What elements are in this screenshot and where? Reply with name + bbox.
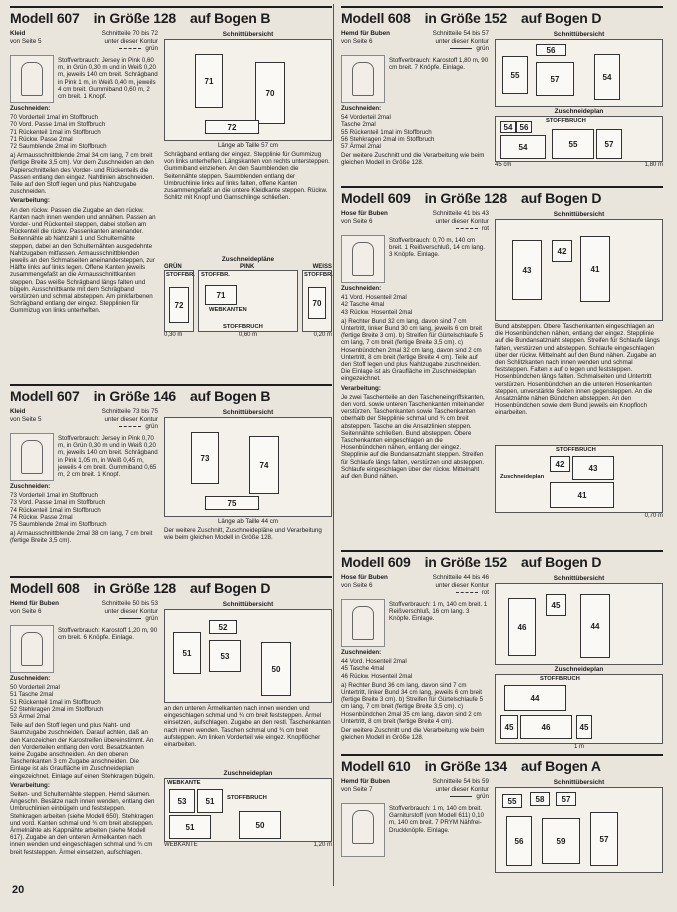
plan-height: 45 cm [495, 162, 512, 168]
pattern-piece: 70 [255, 62, 285, 124]
contour-note: unter dieser Kontur [104, 37, 158, 45]
fold-label: STOFFBR. [304, 272, 333, 278]
cutting-plan [495, 445, 663, 513]
pattern-piece: 45 [546, 594, 566, 616]
column-divider [333, 4, 334, 886]
trousers-illustration [341, 599, 385, 647]
fold-label: STOFFBRUCH [223, 324, 263, 330]
selvage-label: WEBKANTE [167, 780, 201, 786]
cutting-plan-white [302, 270, 332, 332]
pattern-piece: 50 [239, 811, 281, 839]
pattern-piece: 73 [191, 432, 219, 484]
list-item: 53 Ärmel 2mal [10, 713, 50, 721]
garment-type: Hose für Buben [341, 574, 388, 581]
garment-page-ref: von Seite 6 [341, 217, 373, 225]
contour-note: unter dieser Kontur [104, 415, 158, 423]
cutting-instructions: a) Armausschnittblende 2mal 38 cm lang, 7 cm breit (fertige Breite 3,5 cm). [10, 530, 153, 545]
assembly-instructions-continued: Bund absteppen. Obere Taschenkanten eingeschlagen an die Hosenbündchen nähen, entlang der eingez. Stepplinie auf die Bundansatznaht steppen. Streifen für Schlaufe längs falten, verstürzen und absteppen. Schlaufe eingeschlagen über der rückw. Mittelnaht auf den Bund nähen. Zugabe an den Schlitzkanten nach innen wenden und schmal feststeppen. Falten x auf o legen und feststeppen. Hosenbündchen längs falten. Schmalseiten und Untertritt verstürzen. Hosenbündchen an die unteren Hosenkanten steppen, unverstärkte Seiten innen gegensteppen. An die Ansatznähte nähen Bündchen absteppen. An den Hosenbündchen sowie dem Bund jeweils ein Knopfloch einarbeiten. [495, 323, 660, 417]
garment-type: Kleid [10, 408, 26, 415]
pattern-piece: 56 [506, 816, 532, 866]
pattern-piece: 51 [169, 815, 211, 839]
section-heading [10, 10, 332, 27]
pattern-overview-title: Schnittübersicht [553, 211, 605, 218]
plan-width: 0,60 m [238, 332, 258, 338]
size-label: in Größe 146 [93, 388, 177, 404]
sheet-label: auf Bogen D [521, 190, 602, 206]
pieces-range: Schnitteile 41 bis 43 [432, 210, 489, 217]
model-name: Modell 609 [341, 190, 411, 206]
trousers-illustration [341, 235, 385, 283]
pattern-piece: 56 [536, 44, 566, 56]
list-item: 74 Rückw. Passe 2mal [10, 513, 73, 521]
dress-illustration [10, 55, 54, 103]
cutting-plan-title: Zuschneideplan [554, 666, 604, 673]
assembly-heading: Verarbeitung: [341, 384, 381, 392]
garment-page-ref: von Seite 5 [10, 37, 42, 45]
pattern-overview [164, 39, 332, 141]
pattern-piece: 55 [502, 794, 522, 808]
list-item: 70 Vorderteil 1mal im Stoffbruch [10, 114, 98, 122]
fold-label: STOFFBRUCH [227, 795, 267, 801]
list-item: 75 Saumblende 2mal im Stoffbruch [10, 521, 107, 529]
legend-color: rot [481, 225, 489, 232]
overview-caption: Länge ab Taille 57 cm [217, 142, 279, 149]
list-item: 46 Rückw. Hosenteil 2mal [341, 672, 413, 680]
size-label: in Größe 152 [424, 554, 508, 570]
section-heading [341, 554, 663, 571]
pattern-piece: 50 [261, 642, 291, 696]
garment-type: Hemd für Buben [341, 778, 390, 785]
fold-label: STOFFBRUCH [556, 447, 596, 453]
garment-page-ref: von Seite 7 [341, 785, 373, 793]
sheet-label: auf Bogen B [190, 388, 271, 404]
cutting-list [10, 492, 158, 528]
legend-color: grün [476, 45, 489, 52]
list-item: 70 Vord. Passe 1mal im Stoffbruch [10, 121, 106, 129]
assembly-instructions: An den rückw. Passen die Zugabe an den rückw. Kanten nach innen wenden und annähen. Passen an Vorder- und Rückenteil steppen, dabei stoßen am Rückenteil die rückw. Passenkanten aneinander. Seitennähte ab Nahtzahl 1 und Schulternähte steppen, dabei an den Schulternähten ausgedehnte Nahtzugaben mitfassen. Armausschnittblenden jeweils an den Schmalseiten aneinandersteppen, zur Hälfte links auf links legen. Offene Kanten jeweils zusammengefaßt an die Armausschnittkanten steppen. Das weiße Schrägband längs falten und bügeln. Ausschnittkante mit dem Schrägband verstürzen und schmal absteppen. Am pinkfarbenen Schrägband entlang der eingez. Stepplinien für Gummizug von links unterheften. [10, 206, 156, 315]
cutting-heading: Zuschneiden: [341, 649, 382, 656]
pattern-piece: 57 [590, 812, 618, 866]
pattern-piece: 41 [550, 482, 614, 508]
contour-note: unter dieser Kontur [435, 581, 489, 589]
list-item: 41 Vord. Hosenteil 2mal [341, 294, 407, 302]
list-item: Tasche 2mal [341, 121, 376, 129]
legend-color: grün [145, 423, 158, 430]
sheet-label: auf Bogen D [521, 10, 602, 26]
cutting-plan-title: Zuschneideplan [500, 474, 545, 480]
pattern-piece: 42 [552, 240, 572, 262]
pattern-piece: 51 [197, 789, 223, 813]
fabric-requirement: Stoffverbrauch: Karostoff 1,80 m, 90 cm breit. 7 Knöpfe. Einlage. [389, 57, 489, 72]
shirt-illustration [341, 55, 385, 103]
list-item: 72 Saumblende 2mal im Stoffbruch [10, 143, 107, 151]
garment-page-ref: von Seite 6 [341, 37, 373, 45]
section-heading [10, 580, 332, 597]
fabric-requirement: Stoffverbrauch: Jersey in Pink 0,60 m, in Grün 0,30 m und in Weiß 0,20 m, jeweils 140 cm breit. Schrägband in Pink 1 m, in Weiß 0,40 m, jeweils 4 cm breit. Gummiband 0,60 m, 2 cm breit. 1 Knopf. [58, 57, 158, 101]
selvage-label: WEBKANTEN [209, 307, 247, 313]
fabric-requirement: Stoffverbrauch: 1 m, 140 cm breit. Garniturstoff (von Modell 611) 0,10 m, 140 cm breit. 7 PRYM Nähfrei-Druckknöpfe. Einlage. [389, 805, 485, 834]
assembly-instructions: Seiten- und Schulternähte steppen. Hemd säumen. Angeschn. Besätze nach innen wenden, entlang den Umbruchlinien einbügeln und feststeppen. Stehkragen arbeiten (siehe Modell 650). Stehkragen und vord. Kanten schmal und ¾ cm breit absteppen. Ärmelnähte als Kappnähte arbeiten (siehe Modell 617). Zugabe an den unteren Ärmelkanten nach innen wenden und eingeschlagen schmal und ¾ cm breit feststeppen. Ärmel einsetzen, aufschlagen. [10, 791, 155, 856]
plan-width: 1,20 m [313, 842, 332, 848]
list-item: 50 Vorderteil 2mal [10, 684, 60, 692]
list-item: 71 Rückw. Passe 2mal [10, 135, 73, 143]
model-name: Modell 609 [341, 554, 411, 570]
model-name: Modell 607 [10, 388, 80, 404]
assembly-heading: Verarbeitung: [10, 197, 50, 205]
dress-illustration [10, 433, 54, 481]
fold-label: STOFFBRUCH [546, 118, 586, 124]
section-footer-note: Der weitere Zuschnitt, Zuschneidepläne und Verarbeitung wie beim gleichen Modell in Größe 128. [164, 527, 322, 542]
pattern-piece: 71 [205, 285, 237, 305]
pattern-piece: 72 [205, 120, 259, 134]
model-name: Modell 608 [341, 10, 411, 26]
sheet-label: auf Bogen D [190, 580, 271, 596]
pattern-piece: 54 [500, 121, 516, 133]
pieces-range: Schnitteile 54 bis 57 [432, 30, 489, 37]
pattern-overview-title: Schnittübersicht [222, 409, 274, 416]
section-heading [10, 388, 332, 405]
cutting-list [10, 684, 158, 720]
section-608-152 [341, 6, 663, 182]
section-607-128 [10, 6, 332, 380]
assembly-instructions-continued: an den unteren Ärmelkanten nach innen wenden und eingeschlagen schmal und ¾ cm breit feststeppen. Ärmel einsetzen, aufschlagen. Zugabe an den restl. Taschenkanten nach innen wenden. Taschen schmal und ¾ cm breit aufsteppen. Am linken Vorderteil wie eingez. Knopflöcher einarbeiten. [164, 705, 331, 749]
pattern-piece: 57 [556, 792, 576, 806]
shirt-illustration [10, 625, 54, 673]
plan-width: 0,30 m [164, 332, 183, 338]
pattern-piece: 42 [550, 456, 570, 472]
section-footer-note: Der weitere Zuschnitt und die Verarbeitung wie beim gleichen Modell in Größe 128. [341, 152, 485, 167]
pattern-piece: 70 [308, 287, 326, 319]
cutting-instructions: a) Rechter Bund 32 cm lang, davon sind 7 cm Untertritt, linker Bund 30 cm lang, jeweils 6 cm breit (fertige Breite 3 cm). b) Streifen für Gürtelschlaufe 5 cm lang, 7 cm breit (fertige Breite 3,5 cm). c) Hosenbündchen 2mal 32 cm lang, davon sind 2 cm Untertritt, 8 cm breit (fertige Breite 4 cm). Teile auf den Stoff legen und plus Nahtzugabe zuschneiden. Die Einlage ist als Graufläche im Zuschneideplan eingezeichnet. [341, 317, 484, 383]
size-label: in Größe 128 [424, 190, 508, 206]
cutting-list [341, 294, 489, 316]
cutting-list [10, 114, 158, 150]
fabric-requirement: Stoffverbrauch: Jersey in Pink 0,70 m, in Grün 0,30 m und in Weiß 0,20 m, jeweils 140 cm breit. Schrägband in Pink 1,05 m, in Weiß 0,45 m, jeweils 4 cm breit. Gummiband 0,65 m, 2 cm breit. 1 Knopf. [58, 435, 158, 479]
model-name: Modell 610 [341, 758, 411, 774]
fabric-label-white: WEISS [312, 264, 332, 270]
list-item: 52 Stehkragen 2mal im Stoffbruch [10, 705, 104, 713]
pattern-piece: 43 [572, 456, 614, 480]
pieces-range: Schnitteile 50 bis 53 [101, 600, 158, 607]
shirt-illustration [341, 803, 385, 857]
contour-note: unter dieser Kontur [435, 785, 489, 793]
sheet-label: auf Bogen D [521, 554, 602, 570]
pattern-piece: 44 [580, 594, 610, 658]
section-heading [341, 758, 663, 775]
list-item: 44 Vord. Hosenteil 2mal [341, 658, 407, 666]
cutting-plan-title: Zuschneidepläne [221, 256, 275, 263]
cutting-list [341, 114, 489, 150]
pattern-piece: 46 [520, 715, 572, 739]
pattern-piece: 43 [512, 240, 542, 300]
cutting-heading: Zuschneiden: [10, 105, 51, 112]
pattern-piece: 54 [500, 135, 546, 159]
pieces-range: Schnitteile 54 bis 59 [432, 778, 489, 785]
assembly-instructions: Je zwei Taschenteile an den Tascheneingriffskanten, den vord. sowie unteren Taschenkanten miteinander verstürzen. Taschenkanten sowie Taschenkanten oberhalb der Stepplinie schmal und ¾ cm breit absteppen. Tasche an die Ansatzlinien steppen. Seitennähte schließen. Bund absteppen. Obere Taschenkanten eingeschlagen an die Hosenbündchen nähen, entlang der eingez. Stepplinie auf die Bundansatznaht steppen. Streifen für Schlaufe längs falten, verstürzen und absteppen. Schlaufe eingeschlagen über der rückw. Mittelnaht auf den Bund nähen. [341, 393, 485, 481]
cutting-plan-title: Zuschneideplan [554, 108, 604, 115]
list-item: 55 Rückenteil 1mal im Stoffbruch [341, 128, 432, 136]
cutting-instructions: a) Armausschnittblende 2mal 34 cm lang, 7 cm breit (fertige Breite 3,5 cm). Vor dem Zuschneiden an den Papierschnitteilen des Vorder- und Rückenteils die Passen entlang den eingez. Nahtlinien abschneiden. Teile auf den Stoff legen und plus Nahtzugabe zuschneiden. [10, 152, 155, 196]
left-column [10, 6, 332, 884]
cutting-plan [495, 674, 663, 744]
plan-width: 1 m [573, 744, 584, 750]
sheet-label: auf Bogen B [190, 10, 271, 26]
legend-color: grün [145, 615, 158, 622]
pattern-piece: 55 [502, 56, 528, 94]
cutting-plan-pink [198, 270, 298, 332]
section-heading [341, 190, 663, 207]
pattern-overview [495, 787, 663, 873]
fabric-requirement: Stoffverbrauch: Karostoff 1,20 m, 90 cm breit. 6 Knöpfe. Einlage. [58, 627, 158, 642]
sheet-label: auf Bogen A [521, 758, 601, 774]
size-label: in Größe 152 [424, 10, 508, 26]
garment-page-ref: von Seite 5 [10, 415, 42, 423]
pattern-overview-title: Schnittübersicht [222, 601, 274, 608]
pattern-overview [495, 219, 663, 321]
pattern-overview [495, 39, 663, 107]
pattern-piece: 41 [580, 236, 610, 302]
size-label: in Größe 128 [93, 10, 177, 26]
pattern-piece: 44 [504, 685, 566, 711]
list-item: 57 Ärmel 2mal [341, 143, 381, 151]
cutting-list [341, 658, 489, 680]
fabric-requirement: Stoffverbrauch: 1 m, 140 cm breit. 1 Reißverschluß, 16 cm lang. 3 Knöpfe. Einlage. [389, 601, 488, 623]
garment-type: Kleid [10, 30, 26, 37]
pattern-piece: 56 [516, 121, 532, 133]
pattern-overview [164, 417, 332, 517]
list-item: 54 Vorderteil 2mal [341, 114, 391, 122]
page-number: 20 [12, 884, 25, 896]
pieces-range: Schnitteile 73 bis 75 [101, 408, 158, 415]
pattern-piece: 71 [195, 54, 223, 108]
list-item: 73 Vord. Passe 1mal im Stoffbruch [10, 499, 106, 507]
pattern-piece: 53 [209, 640, 241, 672]
cutting-plan-title: Zuschneideplan [223, 770, 273, 777]
pattern-piece: 45 [500, 715, 518, 739]
list-item: 74 Rückenteil 1mal im Stoffbruch [10, 506, 101, 514]
pattern-overview-title: Schnittübersicht [553, 779, 605, 786]
pattern-piece: 57 [536, 62, 574, 96]
list-item: 51 Tasche 2mal [10, 691, 54, 699]
contour-note: unter dieser Kontur [435, 37, 489, 45]
pattern-piece: 53 [169, 789, 195, 813]
garment-type: Hemd für Buben [341, 30, 390, 37]
pattern-piece: 55 [552, 129, 594, 159]
pattern-piece: 46 [508, 598, 536, 656]
plan-width: 0,20 m [313, 332, 332, 338]
pieces-range: Schnitteile 44 bis 46 [432, 574, 489, 581]
size-label: in Größe 134 [424, 758, 508, 774]
section-609-128 [341, 186, 663, 546]
cutting-heading: Zuschneiden: [341, 285, 382, 292]
pattern-piece: 72 [169, 287, 189, 323]
cutting-plan [495, 116, 663, 162]
pattern-piece: 52 [209, 620, 237, 634]
section-609-152 [341, 550, 663, 750]
section-footer-note: Der weitere Zuschnitt und die Verarbeitung wie beim gleichen Modell in Größe 128. [341, 727, 485, 742]
list-item: 56 Stehkragen 2mal im Stoffbruch [341, 135, 435, 143]
pattern-piece: 57 [596, 129, 622, 159]
right-column [341, 6, 663, 912]
cutting-heading: Zuschneiden: [341, 105, 382, 112]
garment-type: Hose für Buben [341, 210, 388, 217]
pieces-range: Schnitteile 70 bis 72 [101, 30, 158, 37]
pattern-piece: 75 [205, 496, 259, 510]
section-607-146 [10, 384, 332, 572]
pattern-piece: 51 [173, 632, 201, 674]
fold-label: STOFFBR. [201, 272, 230, 278]
fold-label: STOFFBRUCH [540, 676, 580, 682]
cutting-plan [164, 778, 332, 842]
plan-width: 1,80 m [644, 162, 663, 168]
list-item: 42 Tasche 4mal [341, 301, 385, 309]
cutting-instructions: Teile auf den Stoff legen und plus Naht- und Saumzugabe zuschneiden. Darauf achten, daß an den Karozeichen der Karostreifen übereinstimmt. An den Vorderteilen entlang den vord. Besatzkanten keine Zugabe anschneiden. An den oberen Taschenkanten 3 cm Zugabe anschneiden. Die Einlage ist als Graufläche im Zuschneideplan eingezeichnet. Einlage auf einen Stehkragen bügeln. [10, 722, 155, 780]
section-heading [341, 10, 663, 27]
legend-color: rot [481, 589, 489, 596]
size-label: in Größe 128 [93, 580, 177, 596]
assembly-heading: Verarbeitung: [10, 781, 50, 789]
cutting-instructions: a) Rechter Bund 36 cm lang, davon sind 7 cm Untertritt, linker Bund 34 cm lang, jeweils 6 cm breit (fertige Breite 3 cm). b) Streifen für Gürtelschlaufe 5 cm lang, 7 cm breit (fertige Breite 3,5 cm). c) Hosenbündchen 2mal 35 cm lang, davon sind 2 cm Untertritt, 8 cm breit (fertige Breite 4 cm). [341, 681, 484, 725]
pattern-overview [164, 609, 332, 703]
list-item: 73 Vorderteil 1mal im Stoffbruch [10, 492, 98, 500]
cutting-plan-green [164, 270, 194, 332]
list-item: 51 Rückenteil 1mal im Stoffbruch [10, 698, 101, 706]
cutting-heading: Zuschneiden: [10, 675, 51, 682]
pattern-overview-title: Schnittübersicht [553, 31, 605, 38]
contour-note: unter dieser Kontur [104, 607, 158, 615]
section-610-134 [341, 754, 663, 908]
pattern-overview-title: Schnittübersicht [553, 575, 605, 582]
pattern-piece: 58 [530, 792, 550, 806]
fabric-requirement: Stoffverbrauch: 0,70 m, 140 cm breit. 1 Reißverschluß, 14 cm lang. 3 Knöpfe. Einlage. [389, 237, 485, 259]
overview-caption: Länge ab Taille 44 cm [217, 518, 279, 525]
assembly-instructions-continued: Schrägband entlang der eingez. Stepplinie für Gummizug von links unterheften. Längskanten von rechts untersteppen. Gummiband einziehen. An den Saumblenden die Seitennähte steppen. Saumblenden entlang der Umbruchlinie links auf links falten, offene Kanten zusammengefaßt an die untere Kleidkante steppen. Rückw. Schlitz mit Knopf und Garnschlinge schließen. [164, 151, 330, 202]
section-608-128 [10, 576, 332, 880]
pattern-overview-title: Schnittübersicht [222, 31, 274, 38]
cutting-heading: Zuschneiden: [10, 483, 51, 490]
legend-color: grün [476, 793, 489, 800]
contour-note: unter dieser Kontur [435, 217, 489, 225]
pattern-piece: 45 [576, 715, 592, 739]
pattern-piece: 59 [542, 818, 580, 864]
pattern-overview [495, 583, 663, 665]
fabric-label-pink: PINK [239, 264, 255, 270]
garment-page-ref: von Seite 6 [341, 581, 373, 589]
garment-page-ref: von Seite 6 [10, 607, 42, 615]
model-name: Modell 607 [10, 10, 80, 26]
fabric-label-green: GRÜN [164, 264, 182, 270]
list-item: 71 Rückenteil 1mal im Stoffbruch [10, 128, 101, 136]
plan-width: 0,70 m [644, 513, 663, 519]
model-name: Modell 608 [10, 580, 80, 596]
pattern-piece: 74 [249, 436, 279, 494]
pattern-piece: 54 [594, 54, 620, 100]
fold-label: STOFFBR. [166, 272, 195, 278]
garment-type: Hemd für Buben [10, 600, 59, 607]
selvage-label: WEBKANTE [164, 842, 198, 848]
list-item: 45 Tasche 4mal [341, 665, 385, 673]
list-item: 43 Rückw. Hosenteil 2mal [341, 308, 413, 316]
legend-color: grün [145, 45, 158, 52]
